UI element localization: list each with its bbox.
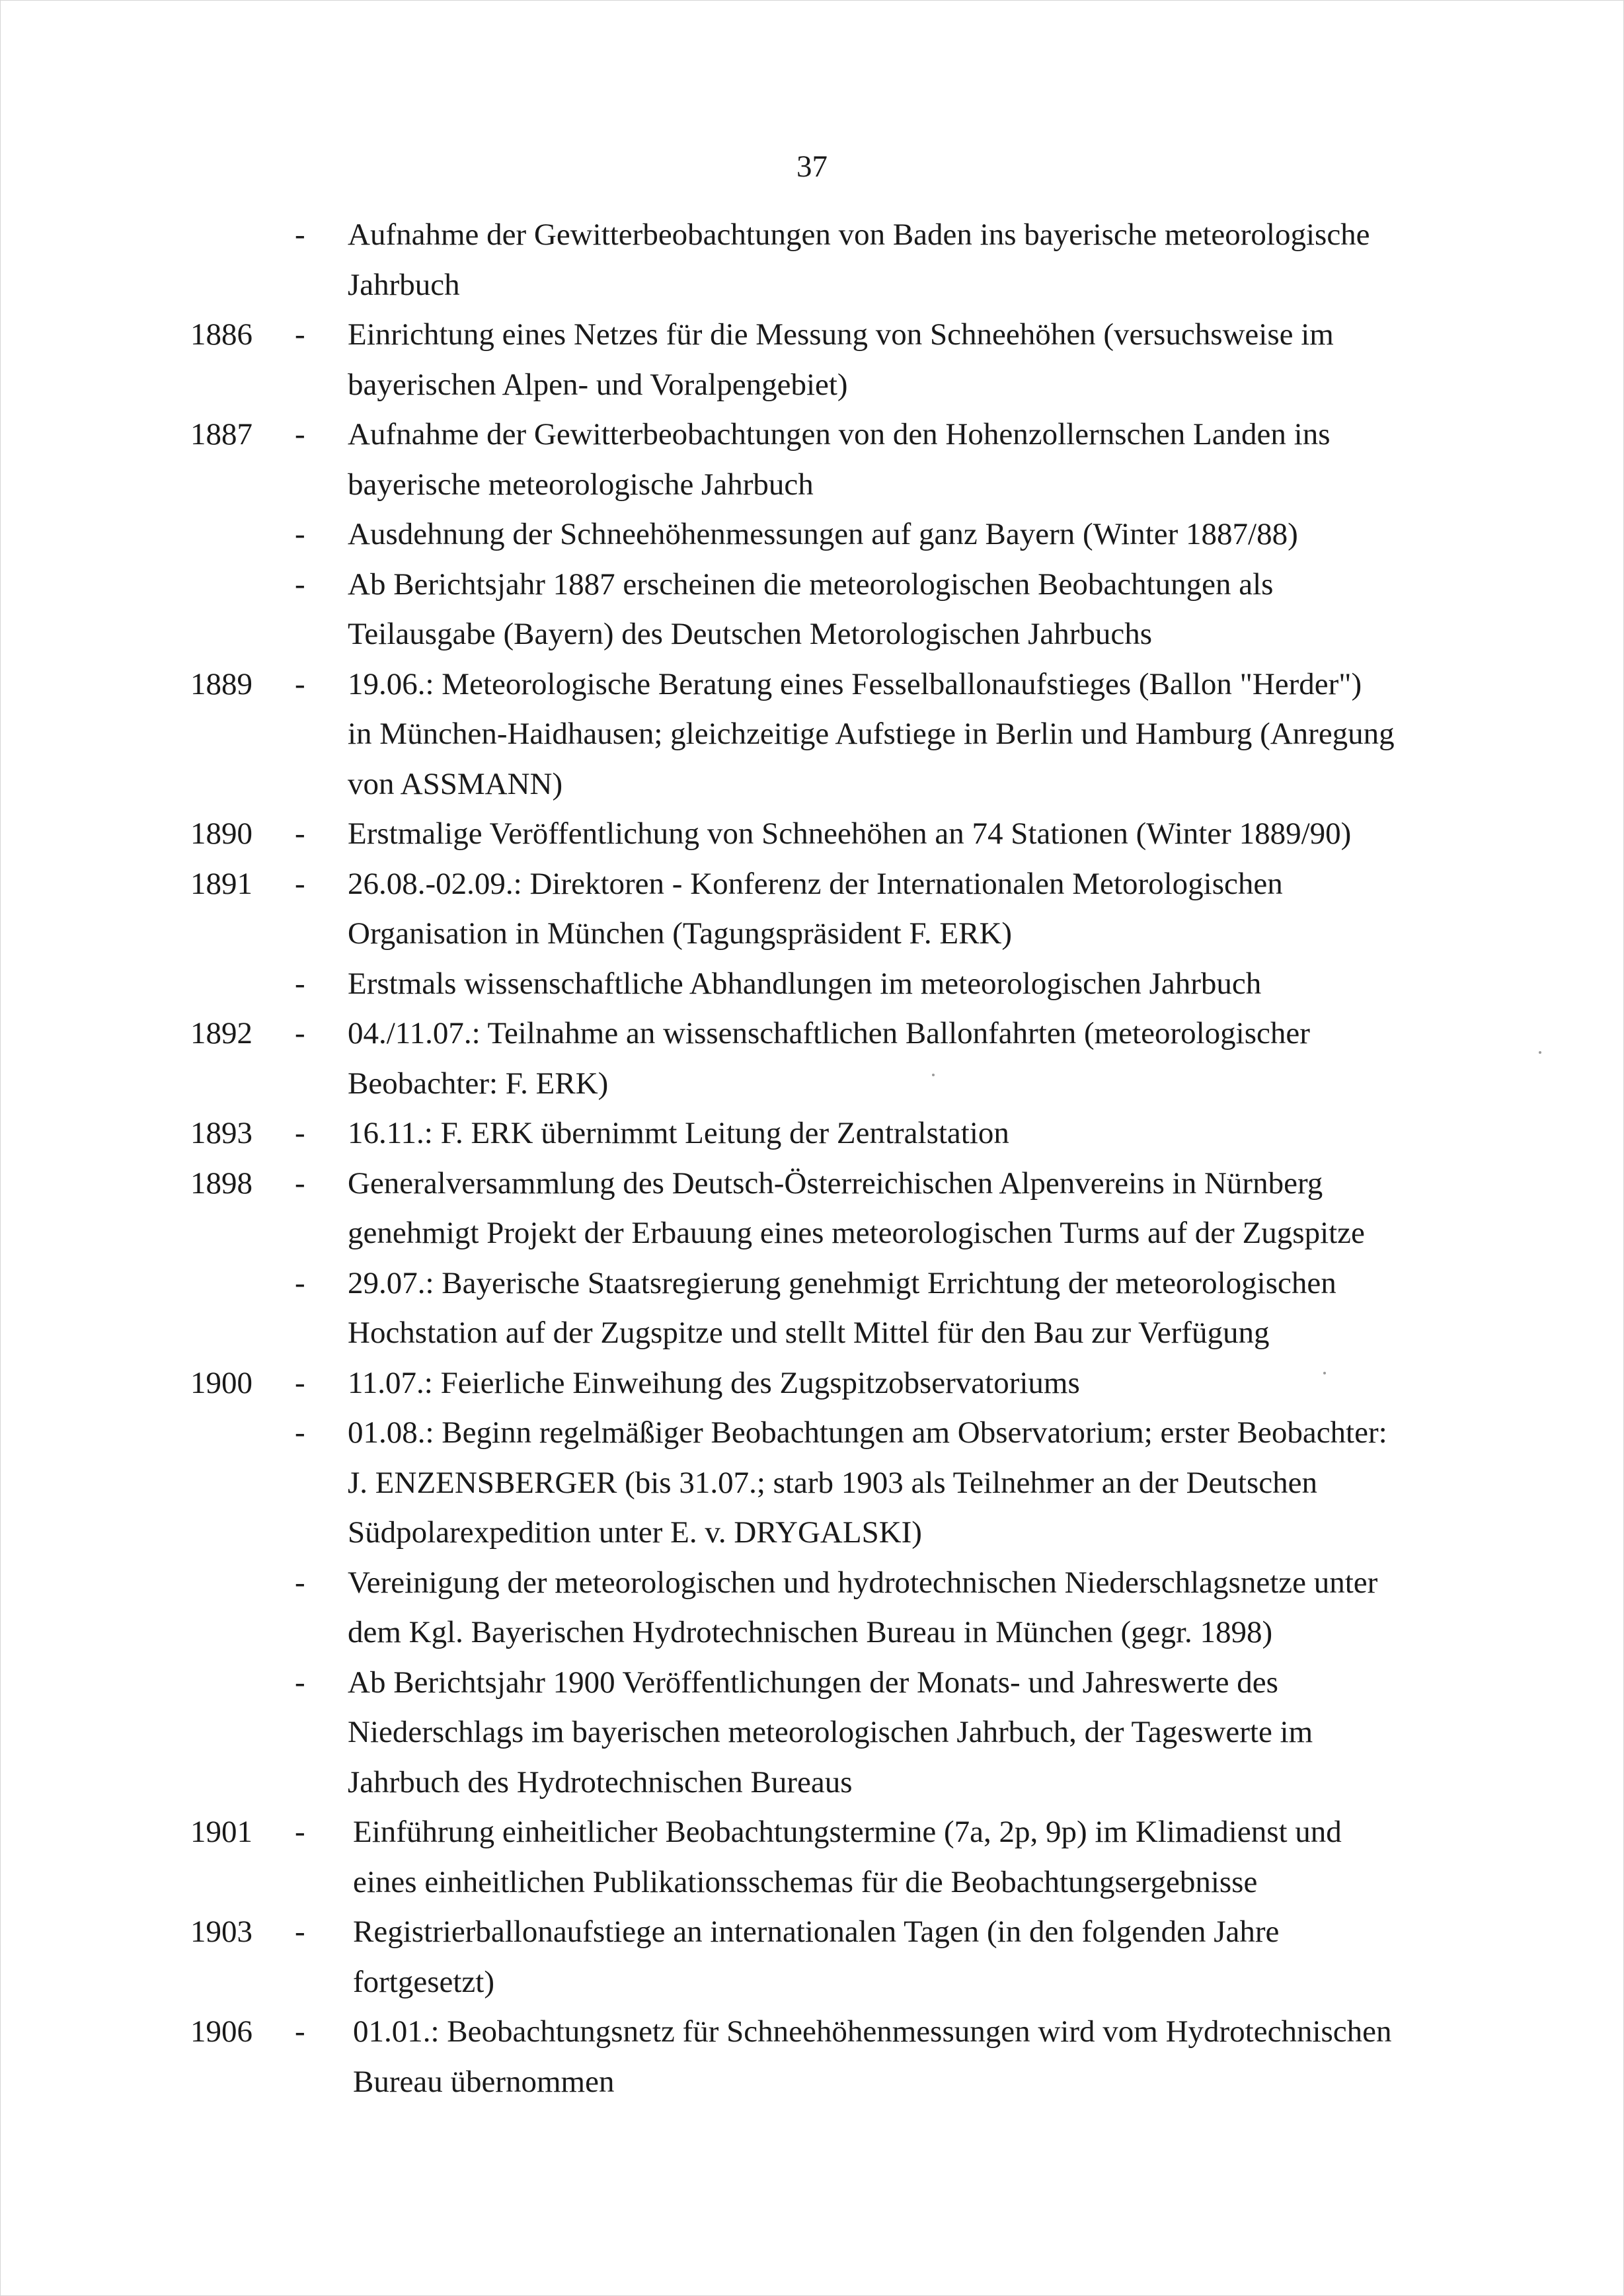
entry-text: 26.08.-02.09.: Direktoren - Konferenz der Internationalen Metorologischen Organisation in München (Tagungspräsident F. ERK) (348, 866, 1283, 951)
entry-dash: - (295, 517, 305, 551)
entry-text: Ausdehnung der Schneehöhenmessungen auf ganz Bayern (Winter 1887/88) (348, 517, 1298, 551)
entry-year: 1889 (190, 666, 252, 701)
entry-text: Aufnahme der Gewitterbeobachtungen von den Hohenzollernschen Landen ins bayerische meteorologische Jahrbuch (348, 417, 1331, 502)
entry-dash: - (295, 1565, 305, 1600)
entry-year: 1887 (190, 417, 252, 452)
list-item (0, 2007, 1624, 2107)
entry-dash: - (295, 1915, 305, 1949)
entry-dash: - (295, 2014, 305, 2049)
entry-text: 19.06.: Meteorologische Beratung eines Fesselballonaufstieges (Ballon "Herder") in München-Haidhausen; gleichzeitige Aufstiege in Berlin und Hamburg (Anregung von ASSMANN) (348, 666, 1395, 801)
entry-text: Generalversammlung des Deutsch-Österreichischen Alpenvereins in Nürnberg genehmigt Projekt der Erbauung eines meteorologischen Turms auf der Zugspitze (348, 1166, 1365, 1250)
scan-speck (1323, 1372, 1326, 1374)
list-item (0, 1658, 1624, 1808)
entry-text: Erstmalige Veröffentlichung von Schneehöhen an 74 Stationen (Winter 1889/90) (348, 816, 1352, 851)
entry-dash: - (295, 417, 305, 452)
list-item (0, 1408, 1624, 1558)
list-item (0, 1558, 1624, 1658)
list-item (0, 1009, 1624, 1109)
list-item (0, 859, 1624, 959)
list-item (0, 510, 1624, 560)
entry-text: Ab Berichtsjahr 1900 Veröffentlichungen der Monats- und Jahreswerte des Niederschlags im bayerischen meteorologischen Jahrbuch, der Tageswerte im Jahrbuch des Hydrotechnischen Bureaus (348, 1665, 1313, 1800)
entry-text: Ab Berichtsjahr 1887 erscheinen die meteorologischen Beobachtungen als Teilausgabe (Bayern) des Deutschen Metorologischen Jahrbuchs (348, 567, 1274, 651)
list-item (0, 1359, 1624, 1409)
entry-year: 1906 (190, 2014, 252, 2049)
entry-text: 01.01.: Beobachtungsnetz für Schneehöhenmessungen wird vom Hydrotechnischen Bureau übernommen (353, 2014, 1392, 2099)
entry-dash: - (295, 317, 305, 352)
list-item (0, 1259, 1624, 1359)
list-item (0, 1109, 1624, 1159)
entry-dash: - (295, 567, 305, 602)
chronology-list (0, 210, 1624, 2107)
entry-dash: - (295, 1116, 305, 1150)
entry-text: 01.08.: Beginn regelmäßiger Beobachtungen am Observatorium; erster Beobachter: J. ENZENSBERGER (bis 31.07.; starb 1903 als Teilnehmer an der Deutschen Südpolarexpedition unter E. v. DRYGALSKI) (348, 1415, 1387, 1550)
entry-dash: - (295, 1415, 305, 1450)
entry-dash: - (295, 966, 305, 1001)
list-item (0, 1907, 1624, 2007)
list-item (0, 310, 1624, 410)
entry-text: Registrierballonaufstiege an internationalen Tagen (in den folgenden Jahre fortgesetzt) (353, 1915, 1280, 1999)
entry-year: 1890 (190, 816, 252, 851)
entry-dash: - (295, 218, 305, 252)
entry-text: 11.07.: Feierliche Einweihung des Zugspitzobservatoriums (348, 1365, 1080, 1400)
entry-dash: - (295, 1265, 305, 1300)
entry-dash: - (295, 1815, 305, 1849)
entry-year: 1893 (190, 1116, 252, 1150)
page-number: 37 (796, 149, 828, 184)
entry-text: Einführung einheitlicher Beobachtungstermine (7a, 2p, 9p) im Klimadienst und eines einheitlichen Publikationsschemas für die Beobachtungsergebnisse (353, 1815, 1342, 1899)
scan-speck (932, 1074, 935, 1076)
entry-dash: - (295, 1665, 305, 1700)
scan-speck (1539, 1051, 1541, 1054)
entry-year: 1901 (190, 1815, 252, 1849)
entry-year: 1903 (190, 1915, 252, 1949)
entry-dash: - (295, 816, 305, 851)
entry-text: 16.11.: F. ERK übernimmt Leitung der Zentralstation (348, 1116, 1009, 1150)
entry-dash: - (295, 1166, 305, 1201)
list-item (0, 1159, 1624, 1259)
entry-text: Vereinigung der meteorologischen und hydrotechnischen Niederschlagsnetze unter dem Kgl. Bayerischen Hydrotechnischen Bureau in München (gegr. 1898) (348, 1565, 1378, 1649)
entry-year: 1892 (190, 1016, 252, 1050)
entry-year: 1886 (190, 317, 252, 352)
entry-dash: - (295, 1365, 305, 1400)
list-item (0, 560, 1624, 660)
list-item (0, 809, 1624, 859)
entry-year: 1898 (190, 1166, 252, 1201)
entry-year: 1900 (190, 1365, 252, 1400)
entry-text: Einrichtung eines Netzes für die Messung von Schneehöhen (versuchsweise im bayerischen Alpen- und Voralpengebiet) (348, 317, 1334, 402)
list-item (0, 959, 1624, 1009)
list-item (0, 660, 1624, 810)
entry-text: 04./11.07.: Teilnahme an wissenschaftlichen Ballonfahrten (meteorologischer Beobachter: F. ERK) (348, 1016, 1310, 1101)
entry-text: 29.07.: Bayerische Staatsregierung genehmigt Errichtung der meteorologischen Hochstation auf der Zugspitze und stellt Mittel für den Bau zur Verfügung (348, 1265, 1336, 1350)
entry-dash: - (295, 666, 305, 701)
entry-text: Erstmals wissenschaftliche Abhandlungen im meteorologischen Jahrbuch (348, 966, 1262, 1001)
list-item (0, 1807, 1624, 1907)
entry-dash: - (295, 866, 305, 901)
entry-text: Aufnahme der Gewitterbeobachtungen von Baden ins bayerische meteorologische Jahrbuch (348, 218, 1370, 302)
entry-dash: - (295, 1016, 305, 1050)
list-item (0, 410, 1624, 510)
entry-year: 1891 (190, 866, 252, 901)
list-item (0, 210, 1624, 310)
